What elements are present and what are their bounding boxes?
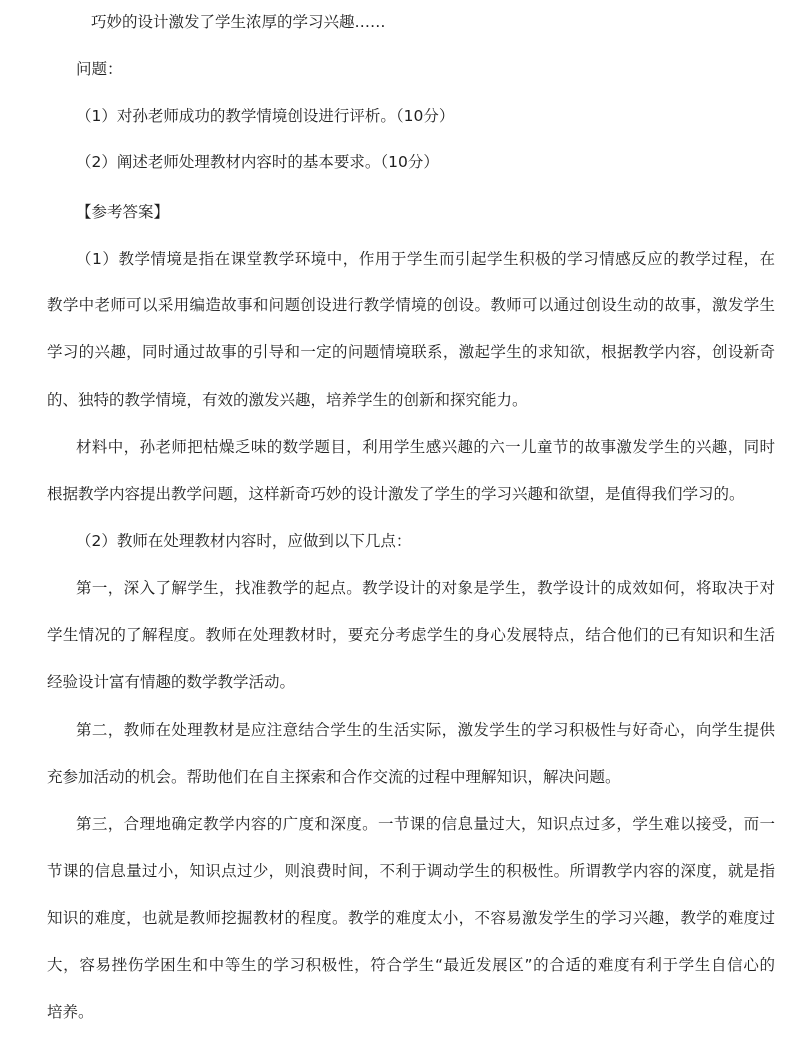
point3-line: 培养。 [47, 1003, 94, 1021]
question-1: （1）对孙老师成功的教学情境创设进行评析。（10分） [76, 107, 455, 125]
point1-line: 经验设计富有情趣的数学教学活动。 [47, 673, 296, 691]
point3-line: 大，容易挫伤学困生和中等生的学习积极性，符合学生“最近发展区”的合适的难度有利于学生自信心的 [47, 956, 775, 974]
answer-heading: 【参考答案】 [76, 203, 170, 221]
intro-line: 巧妙的设计激发了学生浓厚的学习兴趣…… [91, 13, 386, 31]
point1-line: 学生情况的了解程度。教师在处理教材时，要充分考虑学生的身心发展特点，结合他们的已有知识和生活 [47, 626, 775, 644]
point3-line: 第三，合理地确定教学内容的广度和深度。一节课的信息量过大，知识点过多，学生难以接受，而一 [76, 815, 775, 833]
questions-label: 问题： [76, 60, 123, 78]
answer1-line: 教学中老师可以采用编造故事和问题创设进行教学情境的创设。教师可以通过创设生动的故事，激发学生 [47, 296, 775, 314]
point2-line: 第二，教师在处理教材是应注意结合学生的生活实际，激发学生的学习积极性与好奇心，向学生提供 [76, 721, 775, 739]
answer1-line: 学习的兴趣，同时通过故事的引导和一定的问题情境联系，激起学生的求知欲，根据教学内容，创设新奇 [47, 343, 775, 361]
answer2-intro: （2）教师在处理教材内容时，应做到以下几点： [76, 532, 412, 550]
point2-line: 充参加活动的机会。帮助他们在自主探索和合作交流的过程中理解知识，解决问题。 [47, 768, 621, 786]
point3-line: 知识的难度，也就是教师挖掘教材的程度。教学的难度太小，不容易激发学生的学习兴趣，教学的难度过 [47, 909, 775, 927]
material-line: 材料中，孙老师把枯燥乏味的数学题目，利用学生感兴趣的六一儿童节的故事激发学生的兴趣，同时 [76, 438, 775, 456]
point1-line: 第一，深入了解学生，找准教学的起点。教学设计的对象是学生，教学设计的成效如何，将取决于对 [76, 579, 775, 597]
answer1-line: 的、独特的教学情境，有效的激发兴趣，培养学生的创新和探究能力。 [47, 391, 528, 409]
point3-line: 节课的信息量过小，知识点过少，则浪费时间，不利于调动学生的积极性。所谓教学内容的深度，就是指 [47, 862, 775, 880]
material-line: 根据教学内容提出教学问题，这样新奇巧妙的设计激发了学生的学习兴趣和欲望，是值得我们学习的。 [47, 485, 745, 503]
answer1-line: （1）教学情境是指在课堂教学环境中，作用于学生而引起学生积极的学习情感反应的教学过程，在 [76, 250, 775, 268]
question-2: （2）阐述老师处理教材内容时的基本要求。（10分） [76, 153, 439, 171]
